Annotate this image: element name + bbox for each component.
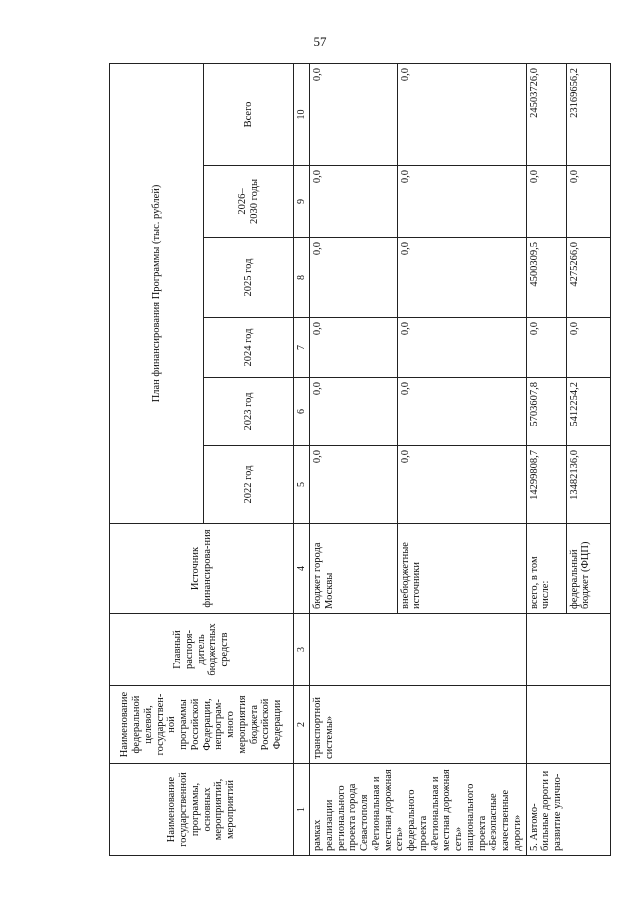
cell-2022: 0,0: [397, 446, 526, 524]
row-budget-manager: [310, 614, 527, 686]
row-funding-source: всего, в том числе:: [526, 524, 566, 614]
cell-2022: 13482136,0: [566, 446, 610, 524]
cell-2025: 4500309,5: [526, 238, 566, 318]
cell-total: 24503726,0: [526, 63, 566, 165]
cell-2022: 14299808,7: [526, 446, 566, 524]
column-number: 6: [294, 378, 310, 446]
financing-table: [109, 63, 611, 856]
cell-2023: 0,0: [397, 378, 526, 446]
cell-2024: 0,0: [310, 318, 397, 378]
cell-2024: 0,0: [397, 318, 526, 378]
header-year-2022: 2022 год: [204, 446, 294, 524]
cell-total: 0,0: [397, 63, 526, 165]
row-funding-source: бюджет города Москвы: [310, 524, 397, 614]
cell-2025: 4275266,0: [566, 238, 610, 318]
row-program-name: 5. Автомо-бильные дороги и развитие улично-: [526, 764, 610, 856]
header-years-2026-2030: 2026– 2030 годы: [204, 166, 294, 238]
column-number: 3: [294, 614, 310, 686]
header-funding-source: Источник финансирова-ния: [110, 524, 294, 614]
header-row-1: [110, 63, 204, 855]
cell-2024: 0,0: [566, 318, 610, 378]
cell-total: 0,0: [310, 63, 397, 165]
header-program-name: Наименование государственной программы, основных мероприятий, мероприятий: [110, 764, 294, 856]
cell-2023: 5412254,2: [566, 378, 610, 446]
column-number: 10: [294, 63, 310, 165]
row-program-name: рамках реализации регионального проекта города Севастополя «Региональная и местная дорожная сеть» федерального проекта «Региональная и местная дорожная сеть» национального проекта «Безопасные качественные дороги»: [310, 764, 527, 856]
column-number: 2: [294, 686, 310, 764]
row-federal-program: транспортной системы»: [310, 686, 527, 764]
header-year-2025: 2025 год: [204, 238, 294, 318]
cell-2023: 0,0: [310, 378, 397, 446]
cell-2025: 0,0: [310, 238, 397, 318]
row-funding-source: внебюджетные источники: [397, 524, 526, 614]
cell-2025: 0,0: [397, 238, 526, 318]
column-number: 1: [294, 764, 310, 856]
header-financing-plan: План финансирования Программы (тыс. рублей): [110, 63, 204, 523]
cell-2026-2030: 0,0: [566, 166, 610, 238]
financing-table-rotated: [109, 64, 603, 856]
header-year-2023: 2023 год: [204, 378, 294, 446]
cell-2024: 0,0: [526, 318, 566, 378]
header-total: Всего: [204, 63, 294, 165]
table-row: [310, 63, 397, 855]
header-federal-program: Наименование федеральной целевой, государствен-ной программы Российской Федерации, непрограм-много мероприятия бюджета Российской Федерации: [110, 686, 294, 764]
row-budget-manager: [526, 614, 610, 686]
column-number: 8: [294, 238, 310, 318]
header-budget-manager: Главный распоря-дитель бюджетных средств: [110, 614, 294, 686]
header-year-2024: 2024 год: [204, 318, 294, 378]
cell-2026-2030: 0,0: [526, 166, 566, 238]
column-number: 5: [294, 446, 310, 524]
page-number: 57: [313, 34, 327, 49]
column-number-row: [294, 63, 310, 855]
row-funding-source: федеральный бюджет (ФЦП): [566, 524, 610, 614]
cell-2023: 5703607,8: [526, 378, 566, 446]
cell-total: 23169656,2: [566, 63, 610, 165]
cell-2026-2030: 0,0: [310, 166, 397, 238]
column-number: 4: [294, 524, 310, 614]
column-number: 9: [294, 166, 310, 238]
cell-2022: 0,0: [310, 446, 397, 524]
table-row: [526, 63, 566, 855]
cell-2026-2030: 0,0: [397, 166, 526, 238]
column-number: 7: [294, 318, 310, 378]
row-federal-program: [526, 686, 610, 764]
